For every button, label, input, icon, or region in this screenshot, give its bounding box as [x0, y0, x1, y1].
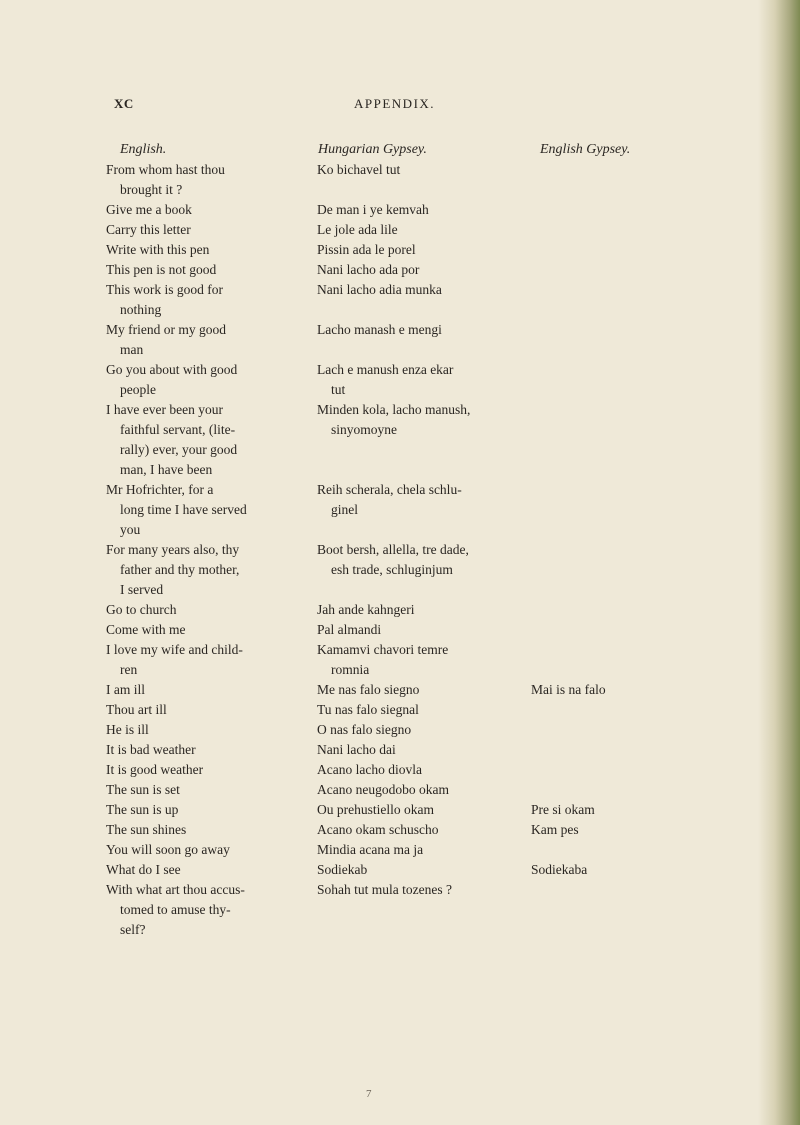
english-line: Write with this pen	[106, 242, 210, 257]
hungarian-line	[317, 180, 517, 200]
english-gypsey-line	[510, 340, 710, 360]
english-line: Carry this letter	[106, 222, 191, 237]
hungarian-line: ginel	[331, 502, 358, 517]
english-gypsey-line	[510, 560, 710, 580]
hungarian-column-heading: Hungarian Gypsey.	[318, 142, 427, 157]
hungarian-line: Ou prehustiello okam	[317, 802, 434, 817]
hungarian-line: Boot bersh, allella, tre dade,	[317, 542, 469, 557]
english-line: Give me a book	[106, 202, 192, 217]
english-gypsey-line: Sodiekaba	[531, 862, 588, 877]
hungarian-line: Pissin ada le porel	[317, 242, 416, 257]
english-gypsey-line	[510, 260, 710, 280]
english-line: My friend or my good	[106, 322, 226, 337]
english-gypsey-line: Pre si okam	[531, 802, 595, 817]
hungarian-line: Tu nas falo siegnal	[317, 702, 419, 717]
english-line: I am ill	[106, 682, 145, 697]
hungarian-line: esh trade, schluginjum	[331, 562, 453, 577]
hungarian-line: Minden kola, lacho manush,	[317, 402, 471, 417]
english-gypsey-line	[510, 580, 710, 600]
hungarian-line: Lacho manash e mengi	[317, 322, 442, 337]
english-line: Go to church	[106, 602, 177, 617]
hungarian-line	[317, 460, 517, 480]
english-line: people	[120, 382, 156, 397]
hungarian-line: Acano lacho diovla	[317, 762, 422, 777]
english-column-heading: English.	[120, 142, 167, 157]
english-line: The sun is up	[106, 802, 179, 817]
hungarian-line: Acano okam schuscho	[317, 822, 439, 837]
hungarian-line: Ko bichavel tut	[317, 162, 401, 177]
english-gypsey-line	[510, 460, 710, 480]
hungarian-line: romnia	[331, 662, 370, 677]
english-gypsey-line	[510, 400, 710, 420]
english-gypsey-line	[510, 420, 710, 440]
english-gypsey-line	[510, 620, 710, 640]
english-gypsey-line	[510, 900, 710, 920]
english-gypsey-line	[510, 540, 710, 560]
english-line: It is bad weather	[106, 742, 196, 757]
english-line: you	[120, 522, 141, 537]
english-gypsey-line	[510, 220, 710, 240]
english-gypsey-line	[510, 440, 710, 460]
english-gypsey-line	[510, 360, 710, 380]
hungarian-line: Lach e manush enza ekar	[317, 362, 454, 377]
english-gypsey-line	[510, 720, 710, 740]
hungarian-line: Le jole ada lile	[317, 222, 398, 237]
english-gypsey-line	[510, 180, 710, 200]
hungarian-line	[317, 440, 517, 460]
hungarian-line: Sohah tut mula tozenes ?	[317, 882, 452, 897]
hungarian-line: Sodiekab	[317, 862, 368, 877]
hungarian-line	[317, 520, 517, 540]
english-gypsey-line	[510, 700, 710, 720]
hungarian-line: sinyomoyne	[331, 422, 397, 437]
english-line: tomed to amuse thy-	[120, 902, 231, 917]
english-line: rally) ever, your good	[120, 442, 238, 457]
english-line: self?	[120, 922, 146, 937]
english-line: You will soon go away	[106, 842, 230, 857]
english-line: Mr Hofrichter, for a	[106, 482, 214, 497]
english-gypsey-line	[510, 600, 710, 620]
running-head: APPENDIX.	[354, 96, 436, 111]
hungarian-line: Kamamvi chavori temre	[317, 642, 449, 657]
english-gypsey-line	[510, 880, 710, 900]
english-gypsey-line	[510, 760, 710, 780]
hungarian-line: Mindia acana ma ja	[317, 842, 424, 857]
english-gypsey-line	[510, 300, 710, 320]
hungarian-line: Acano neugodobo okam	[317, 782, 449, 797]
hungarian-line: De man i ye kemvah	[317, 202, 429, 217]
english-gypsey-line	[510, 200, 710, 220]
english-gypsey-line: Kam pes	[531, 822, 579, 837]
english-line: Come with me	[106, 622, 186, 637]
english-line: nothing	[120, 302, 162, 317]
english-line: Go you about with good	[106, 362, 238, 377]
english-gypsey-line	[510, 480, 710, 500]
hungarian-line: Nani lacho ada por	[317, 262, 420, 277]
english-line: For many years also, thy	[106, 542, 240, 557]
english-gypsey-line	[510, 320, 710, 340]
hungarian-line: Pal almandi	[317, 622, 382, 637]
english-line: This work is good for	[106, 282, 223, 297]
english-line: man	[120, 342, 144, 357]
english-line: ren	[120, 662, 138, 677]
hungarian-line	[317, 340, 517, 360]
hungarian-line	[317, 900, 517, 920]
page-number: XC	[114, 96, 134, 111]
english-line: man, I have been	[120, 462, 213, 477]
english-line: It is good weather	[106, 762, 204, 777]
hungarian-line: Nani lacho adia munka	[317, 282, 442, 297]
hungarian-line: O nas falo siegno	[317, 722, 412, 737]
english-line: This pen is not good	[106, 262, 217, 277]
english-column	[106, 160, 311, 940]
hungarian-line: Jah ande kahngeri	[317, 602, 415, 617]
english-gypsey-line	[510, 920, 710, 940]
english-gypsey-line	[510, 240, 710, 260]
english-gypsey-line	[510, 380, 710, 400]
english-line: faithful servant, (lite-	[120, 422, 236, 437]
english-gypsey-line	[510, 660, 710, 680]
english-line: I have ever been your	[106, 402, 223, 417]
english-line: The sun is set	[106, 782, 180, 797]
hungarian-line: Reih scherala, chela schlu-	[317, 482, 462, 497]
english-gypsey-line	[510, 840, 710, 860]
hungarian-line	[317, 580, 517, 600]
english-gypsey-line	[510, 640, 710, 660]
hungarian-line	[317, 920, 517, 940]
english-gypsey-line: Mai is na falo	[531, 682, 606, 697]
english-gypsey-line	[510, 160, 710, 180]
hungarian-column	[317, 160, 517, 940]
hungarian-line: Me nas falo siegno	[317, 682, 420, 697]
footer-mark: 7	[366, 1088, 372, 1100]
hungarian-line: Nani lacho dai	[317, 742, 396, 757]
english-line: He is ill	[106, 722, 149, 737]
english-gypsey-line	[510, 500, 710, 520]
english-line: Thou art ill	[106, 702, 167, 717]
english-line: brought it ?	[120, 182, 183, 197]
page-edge-shadow	[758, 0, 800, 1125]
english-line: From whom hast thou	[106, 162, 225, 177]
english-line: What do I see	[106, 862, 181, 877]
english-line: I served	[120, 582, 164, 597]
hungarian-line	[317, 300, 517, 320]
english-gypsey-line	[510, 280, 710, 300]
english-line: I love my wife and child-	[106, 642, 243, 657]
english-gypsey-column	[510, 160, 710, 940]
english-line: With what art thou accus-	[106, 882, 245, 897]
english-line: The sun shines	[106, 822, 187, 837]
hungarian-line: tut	[331, 382, 346, 397]
english-line: father and thy mother,	[120, 562, 240, 577]
english-gypsey-column-heading: English Gypsey.	[540, 142, 631, 157]
english-line: long time I have served	[120, 502, 247, 517]
english-gypsey-line	[510, 520, 710, 540]
english-gypsey-line	[510, 740, 710, 760]
english-gypsey-line	[510, 780, 710, 800]
